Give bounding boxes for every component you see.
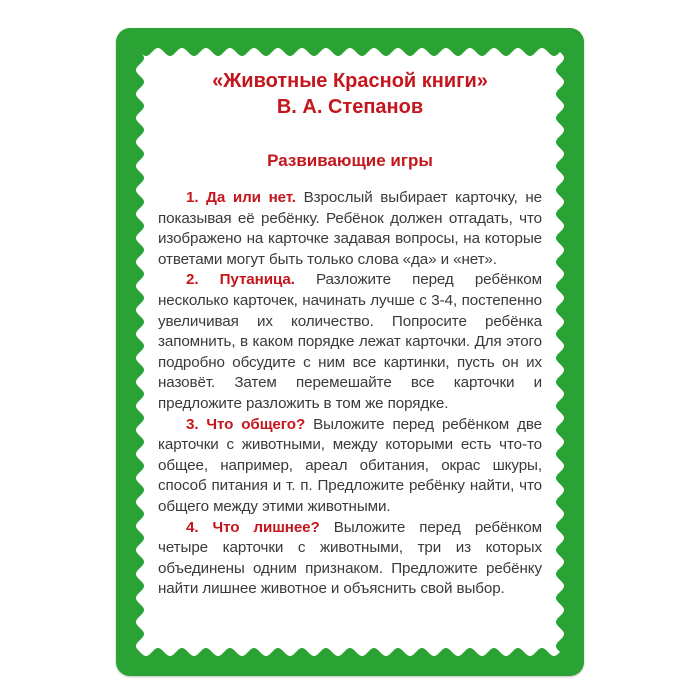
book-title-line-1: «Животные Красной книги»: [212, 70, 488, 92]
book-author: В. А. Степанов: [276, 96, 424, 118]
game-1: [158, 188, 542, 270]
game-4: [158, 518, 542, 600]
game-2-title: 2. Путаница.: [186, 271, 295, 289]
game-1-text: Взрослый выбирает карточку, не показывая её ребёнку. Ребёнок должен отгадать, что изображено на карточке задавая вопросы, на которые ответами могут быть только слова «да» и «нет».: [158, 189, 542, 268]
game-3-text: Выложите перед ребёнком две карточки с животными, между которыми есть что-то общее, например, ареал обитания, окрас шкуры, способ питания и т. п. Предложите ребёнку найти, что общего между этими животными.: [158, 415, 542, 515]
game-card: [116, 28, 584, 676]
game-4-title: 4. Что лишнее?: [186, 518, 320, 536]
game-3-title: 3. Что общего?: [186, 415, 306, 433]
card-content: [158, 68, 542, 600]
game-2-text: Разложите перед ребёнком несколько карточек, начинать лучше с 3-4, постепенно увеличивая их количество. Попросите ребёнка запомнить, в каком порядке лежат карточки. Для этого подробно обсудите с ним все картинки, пусть он их назовёт. Затем перемешайте все карточки и предложите разложить в том же порядке.: [158, 271, 542, 412]
book-title: [158, 68, 542, 120]
game-4-text: Выложите перед ребёнком четыре карточки с животными, три из которых объединены одним признаком. Предложите ребёнку найти лишнее животное и объяснить свой выбор.: [158, 518, 542, 598]
game-1-title: 1. Да или нет.: [186, 189, 296, 206]
game-3: [158, 415, 542, 518]
game-2: [158, 270, 542, 414]
section-title: Развивающие игры: [267, 151, 433, 170]
